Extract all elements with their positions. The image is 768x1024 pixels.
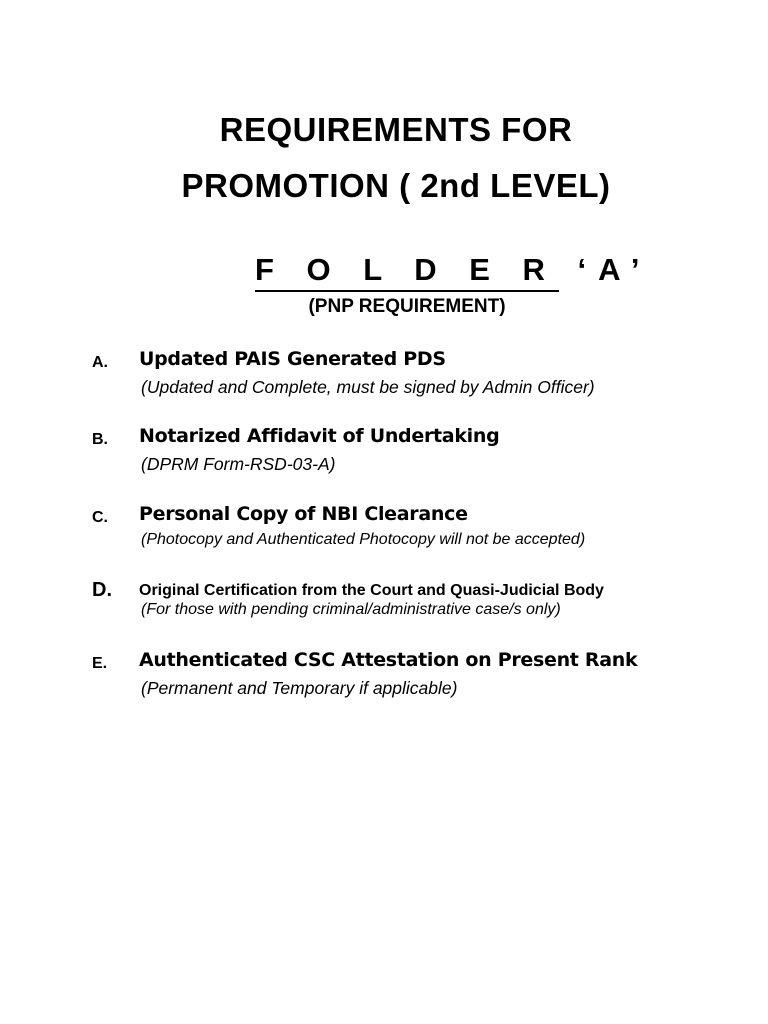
title-line-1: REQUIREMENTS FOR (219, 111, 573, 148)
requirement-note: (Updated and Complete, must be signed by Admin Officer) (141, 377, 595, 397)
requirement-name: Original Certification from the Court and Quasi-Judicial Body (139, 582, 604, 599)
requirement-note: (For those with pending criminal/administrative case/s only) (141, 601, 561, 618)
requirement-letter: E. (92, 655, 108, 672)
requirement-name: Authenticated CSC Attestation on Present Rank (139, 649, 638, 671)
requirement-note: (Photocopy and Authenticated Photocopy will not be accepted) (141, 531, 586, 548)
requirement-note: (Permanent and Temporary if applicable) (141, 678, 458, 698)
folder-subheading: (PNP REQUIREMENT) (308, 296, 506, 317)
requirement-note: (DPRM Form-RSD-03-A) (141, 454, 336, 474)
requirement-letter: C. (92, 509, 108, 526)
requirement-letter: D. (92, 579, 112, 601)
title-line-2: PROMOTION ( 2nd LEVEL) (181, 167, 611, 204)
requirement-letter: A. (92, 354, 108, 371)
page-title (0, 102, 768, 214)
requirement-name: Notarized Affidavit of Undertaking (139, 425, 500, 447)
requirement-name: Updated PAIS Generated PDS (139, 348, 446, 370)
requirement-name: Personal Copy of NBI Clearance (139, 503, 468, 525)
requirement-letter: B. (92, 431, 108, 448)
folder-heading: F O L D E R ‘A’ (255, 250, 559, 292)
